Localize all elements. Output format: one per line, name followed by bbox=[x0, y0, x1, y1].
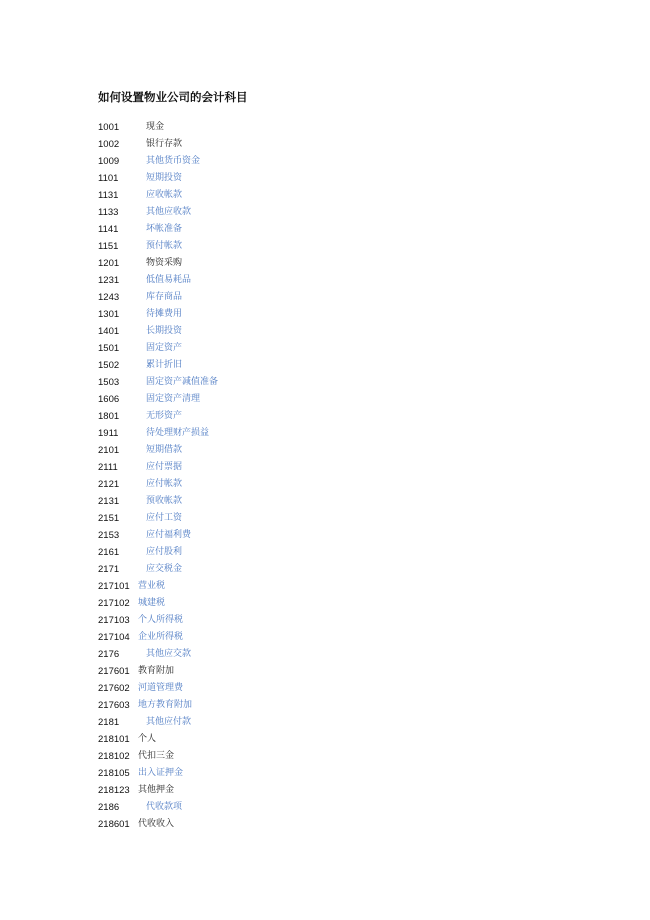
account-name-link[interactable]: 企业所得税 bbox=[138, 632, 184, 642]
account-row bbox=[98, 187, 578, 204]
account-name: 教育附加 bbox=[138, 666, 175, 676]
account-row bbox=[98, 340, 578, 357]
account-code: 1001 bbox=[98, 122, 120, 133]
account-code: 218102 bbox=[98, 751, 130, 762]
account-name-link[interactable]: 应付工资 bbox=[146, 513, 183, 523]
account-code: 217103 bbox=[98, 615, 130, 626]
account-name-link[interactable]: 预收帐款 bbox=[146, 496, 183, 506]
account-name-link[interactable]: 固定资产减值准备 bbox=[146, 377, 219, 387]
account-row bbox=[98, 578, 578, 595]
account-row bbox=[98, 204, 578, 221]
account-row bbox=[98, 170, 578, 187]
account-code: 1401 bbox=[98, 326, 120, 337]
account-name-link[interactable]: 城建税 bbox=[138, 598, 166, 608]
account-name-link[interactable]: 出入证押金 bbox=[138, 768, 184, 778]
account-name: 个人 bbox=[138, 734, 157, 744]
account-row bbox=[98, 799, 578, 816]
account-name-link[interactable]: 应付票据 bbox=[146, 462, 183, 472]
account-name: 银行存款 bbox=[146, 139, 183, 149]
account-code: 1243 bbox=[98, 292, 120, 303]
account-row bbox=[98, 221, 578, 238]
account-row bbox=[98, 374, 578, 391]
account-row bbox=[98, 663, 578, 680]
account-name-link[interactable]: 无形资产 bbox=[146, 411, 183, 421]
account-code: 2176 bbox=[98, 649, 120, 660]
account-code: 217601 bbox=[98, 666, 130, 677]
account-name: 物资采购 bbox=[146, 258, 183, 268]
account-name-link[interactable]: 待处理财产损益 bbox=[146, 428, 210, 438]
account-name: 代收收入 bbox=[138, 819, 175, 829]
account-row bbox=[98, 595, 578, 612]
account-code: 1009 bbox=[98, 156, 120, 167]
account-name-link[interactable]: 地方教育附加 bbox=[138, 700, 193, 710]
account-code: 217101 bbox=[98, 581, 130, 592]
account-row bbox=[98, 238, 578, 255]
account-code: 1151 bbox=[98, 241, 119, 252]
account-name-link[interactable]: 待摊费用 bbox=[146, 309, 183, 319]
account-list bbox=[98, 119, 578, 833]
account-code: 2153 bbox=[98, 530, 120, 541]
account-name-link[interactable]: 营业税 bbox=[138, 581, 166, 591]
account-code: 1606 bbox=[98, 394, 120, 405]
account-code: 1301 bbox=[98, 309, 120, 320]
account-name-link[interactable]: 库存商品 bbox=[146, 292, 183, 302]
account-name-link[interactable]: 应交税金 bbox=[146, 564, 183, 574]
account-code: 2186 bbox=[98, 802, 120, 813]
account-name-link[interactable]: 代收款项 bbox=[146, 802, 183, 812]
account-code: 1503 bbox=[98, 377, 120, 388]
account-row bbox=[98, 425, 578, 442]
account-row bbox=[98, 357, 578, 374]
account-row bbox=[98, 476, 578, 493]
account-row bbox=[98, 697, 578, 714]
account-row bbox=[98, 119, 578, 136]
account-row bbox=[98, 408, 578, 425]
account-name-link[interactable]: 短期借款 bbox=[146, 445, 183, 455]
account-code: 1101 bbox=[98, 173, 119, 184]
account-row bbox=[98, 765, 578, 782]
account-row bbox=[98, 748, 578, 765]
account-code: 2111 bbox=[98, 462, 118, 473]
account-row bbox=[98, 612, 578, 629]
account-name-link[interactable]: 其他应付款 bbox=[146, 717, 192, 727]
account-row bbox=[98, 816, 578, 833]
account-name-link[interactable]: 应付帐款 bbox=[146, 479, 183, 489]
account-row bbox=[98, 153, 578, 170]
account-name-link[interactable]: 低值易耗品 bbox=[146, 275, 192, 285]
account-code: 217102 bbox=[98, 598, 130, 609]
document-page bbox=[98, 88, 578, 833]
account-row bbox=[98, 731, 578, 748]
account-row bbox=[98, 255, 578, 272]
account-code: 1201 bbox=[98, 258, 120, 269]
account-name-link[interactable]: 应收帐款 bbox=[146, 190, 183, 200]
account-code: 1911 bbox=[98, 428, 119, 439]
account-row bbox=[98, 442, 578, 459]
account-name-link[interactable]: 河道管理费 bbox=[138, 683, 184, 693]
account-name-link[interactable]: 短期投资 bbox=[146, 173, 183, 183]
account-row bbox=[98, 493, 578, 510]
account-row bbox=[98, 561, 578, 578]
account-row bbox=[98, 510, 578, 527]
account-row bbox=[98, 782, 578, 799]
account-row bbox=[98, 272, 578, 289]
account-code: 218101 bbox=[98, 734, 130, 745]
account-code: 1231 bbox=[98, 275, 120, 286]
account-code: 1131 bbox=[98, 190, 119, 201]
account-code: 218601 bbox=[98, 819, 130, 830]
account-name: 代扣三金 bbox=[138, 751, 175, 761]
account-row bbox=[98, 629, 578, 646]
account-code: 2161 bbox=[98, 547, 120, 558]
document-title: 如何设置物业公司的会计科目 bbox=[98, 90, 248, 104]
account-code: 2181 bbox=[98, 717, 120, 728]
account-name: 现金 bbox=[146, 122, 165, 132]
account-code: 1002 bbox=[98, 139, 120, 150]
account-row bbox=[98, 391, 578, 408]
account-name-link[interactable]: 累计折旧 bbox=[146, 360, 183, 370]
account-code: 217603 bbox=[98, 700, 130, 711]
account-name-link[interactable]: 长期投资 bbox=[146, 326, 183, 336]
account-name-link[interactable]: 应付福利费 bbox=[146, 530, 192, 540]
account-row bbox=[98, 680, 578, 697]
account-name-link[interactable]: 其他应交款 bbox=[146, 649, 192, 659]
account-code: 217104 bbox=[98, 632, 130, 643]
account-name-link[interactable]: 个人所得税 bbox=[138, 615, 184, 625]
account-code: 2171 bbox=[98, 564, 120, 575]
account-name-link[interactable]: 预付帐款 bbox=[146, 241, 183, 251]
account-row bbox=[98, 323, 578, 340]
account-row bbox=[98, 306, 578, 323]
account-row bbox=[98, 646, 578, 663]
account-code: 1502 bbox=[98, 360, 120, 371]
account-name-link[interactable]: 固定资产 bbox=[146, 343, 183, 353]
account-row bbox=[98, 459, 578, 476]
account-name-link[interactable]: 应付股利 bbox=[146, 547, 183, 557]
account-name-link[interactable]: 其他应收款 bbox=[146, 207, 192, 217]
account-name: 其他押金 bbox=[138, 785, 175, 795]
account-code: 2131 bbox=[98, 496, 120, 507]
account-code: 217602 bbox=[98, 683, 130, 694]
account-code: 1501 bbox=[98, 343, 120, 354]
account-row bbox=[98, 714, 578, 731]
account-name-link[interactable]: 坏帐准备 bbox=[146, 224, 183, 234]
account-code: 1801 bbox=[98, 411, 120, 422]
account-code: 1133 bbox=[98, 207, 119, 218]
account-row bbox=[98, 136, 578, 153]
account-code: 218123 bbox=[98, 785, 130, 796]
account-name-link[interactable]: 固定资产清理 bbox=[146, 394, 201, 404]
account-row bbox=[98, 544, 578, 561]
account-code: 2151 bbox=[98, 513, 120, 524]
account-code: 1141 bbox=[98, 224, 119, 235]
account-code: 218105 bbox=[98, 768, 130, 779]
account-code: 2101 bbox=[98, 445, 120, 456]
account-code: 2121 bbox=[98, 479, 120, 490]
account-row bbox=[98, 289, 578, 306]
account-row bbox=[98, 527, 578, 544]
account-name-link[interactable]: 其他货币资金 bbox=[146, 156, 201, 166]
